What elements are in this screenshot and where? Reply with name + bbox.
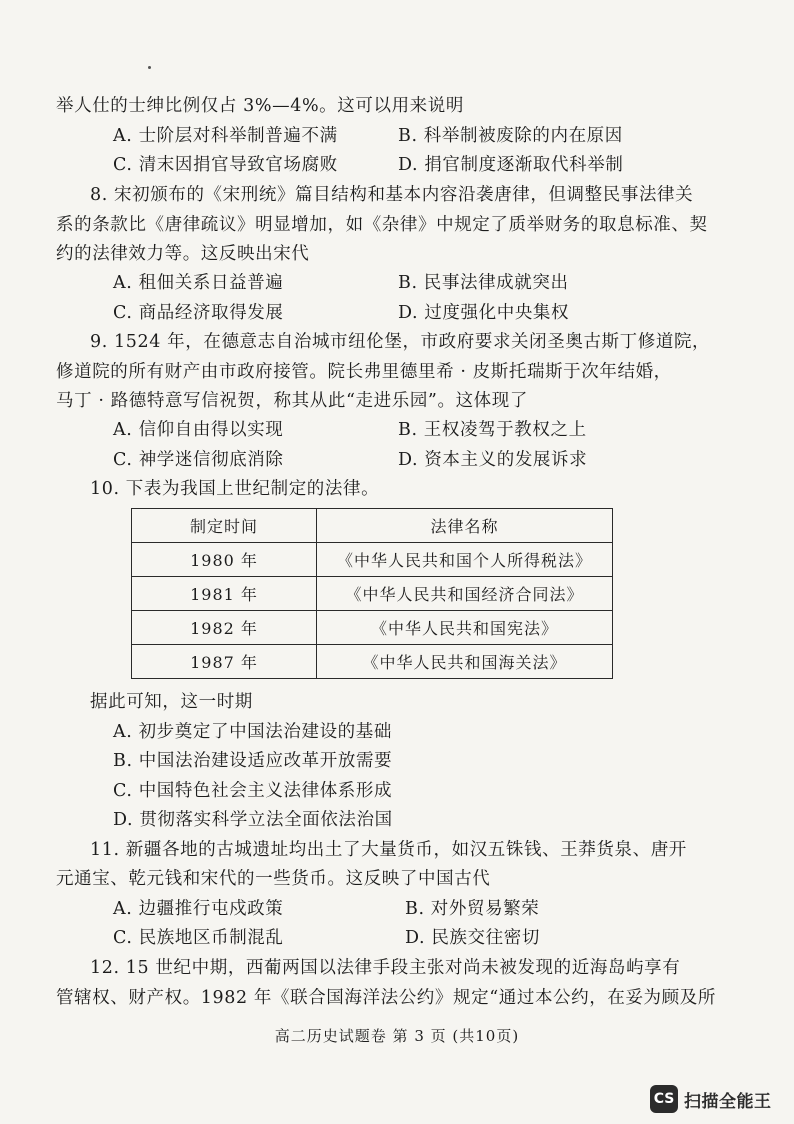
q9-option-a: A. 信仰自由得以实现: [113, 420, 284, 440]
q8-stem-line-2: 系的条款比《唐律疏议》明显增加，如《杂律》中规定了质举财务的取息标准、契: [56, 215, 708, 235]
q9-option-d: D. 资本主义的发展诉求: [398, 450, 588, 470]
q8-option-d: D. 过度强化中央集权: [398, 303, 570, 323]
row-date: 1987 年: [132, 645, 317, 679]
q7-stem-tail: 举人仕的士绅比例仅占 3%—4%。这可以用来说明: [56, 96, 464, 116]
header-date: 制定时间: [132, 509, 317, 543]
q10-option-d: D. 贯彻落实科学立法全面依法治国: [113, 810, 393, 830]
table-row: [132, 577, 613, 611]
law-table-header-row: [132, 509, 613, 543]
q8-stem-line-3: 约的法律效力等。这反映出宋代: [56, 244, 310, 264]
q11-stem-line-2: 元通宝、乾元钱和宋代的一些货币。这反映了中国古代: [56, 869, 491, 889]
q9-stem-line-2: 修道院的所有财产由市政府接管。院长弗里德里希 · 皮斯托瑞斯于次年结婚，: [56, 362, 672, 382]
q10-option-c: C. 中国特色社会主义法律体系形成: [113, 781, 393, 801]
q9-option-b: B. 王权凌驾于教权之上: [398, 420, 587, 440]
row-law-name: 《中华人民共和国经济合同法》: [317, 577, 613, 611]
q8-option-b: B. 民事法律成就突出: [398, 273, 569, 293]
table-row: [132, 611, 613, 645]
law-table: [131, 508, 613, 679]
q10-question: 据此可知，这一时期: [90, 692, 253, 712]
row-law-name: 《中华人民共和国宪法》: [317, 611, 613, 645]
table-row: [132, 645, 613, 679]
q12-stem-line-2: 管辖权、财产权。1982 年《联合国海洋法公约》规定“通过本公约，在妥为顾及所: [56, 988, 716, 1008]
camscanner-logo-icon: CS: [650, 1085, 678, 1113]
q9-stem-line-1: 9. 1524 年，在德意志自治城市纽伦堡，市政府要求关闭圣奥古斯丁修道院，: [90, 332, 711, 352]
q11-option-a: A. 边疆推行屯戍政策: [113, 899, 284, 919]
row-law-name: 《中华人民共和国海关法》: [317, 645, 613, 679]
header-law-name: 法律名称: [317, 509, 613, 543]
q9-option-c: C. 神学迷信彻底消除: [113, 450, 284, 470]
page-footer: 高二历史试题卷 第 3 页 (共10页): [274, 1027, 520, 1045]
row-date: 1982 年: [132, 611, 317, 645]
q7-option-c: C. 清末因捐官导致官场腐败: [113, 155, 338, 175]
q11-option-b: B. 对外贸易繁荣: [405, 899, 540, 919]
q9-stem-line-3: 马丁 · 路德特意写信祝贺，称其从此“走进乐园”。这体现了: [56, 391, 528, 411]
row-law-name: 《中华人民共和国个人所得税法》: [317, 543, 613, 577]
q10-option-b: B. 中国法治建设适应改革开放需要: [113, 751, 393, 771]
q11-option-c: C. 民族地区币制混乱: [113, 928, 284, 948]
row-date: 1980 年: [132, 543, 317, 577]
q11-stem-line-1: 11. 新疆各地的古城遗址均出土了大量货币，如汉五铢钱、王莽货泉、唐开: [90, 840, 687, 860]
scan-speck: [148, 66, 151, 69]
q8-stem-line-1: 8. 宋初颁布的《宋刑统》篇目结构和基本内容沿袭唐律，但调整民事法律关: [90, 185, 694, 205]
q7-option-a: A. 士阶层对科举制普遍不满: [113, 126, 338, 146]
row-date: 1981 年: [132, 577, 317, 611]
table-row: [132, 543, 613, 577]
q7-option-d: D. 捐官制度逐渐取代科举制: [398, 155, 624, 175]
scanner-watermark: [650, 1085, 772, 1113]
q7-option-b: B. 科举制被废除的内在原因: [398, 126, 623, 146]
q11-option-d: D. 民族交往密切: [405, 928, 540, 948]
q10-option-a: A. 初步奠定了中国法治建设的基础: [113, 722, 392, 742]
q8-option-a: A. 租佃关系日益普遍: [113, 273, 284, 293]
q10-stem: 10. 下表为我国上世纪制定的法律。: [90, 479, 380, 499]
q8-option-c: C. 商品经济取得发展: [113, 303, 284, 323]
q12-stem-line-1: 12. 15 世纪中期，西葡两国以法律手段主张对尚未被发现的近海岛屿享有: [90, 958, 681, 978]
camscanner-name: 扫描全能王: [684, 1091, 772, 1112]
